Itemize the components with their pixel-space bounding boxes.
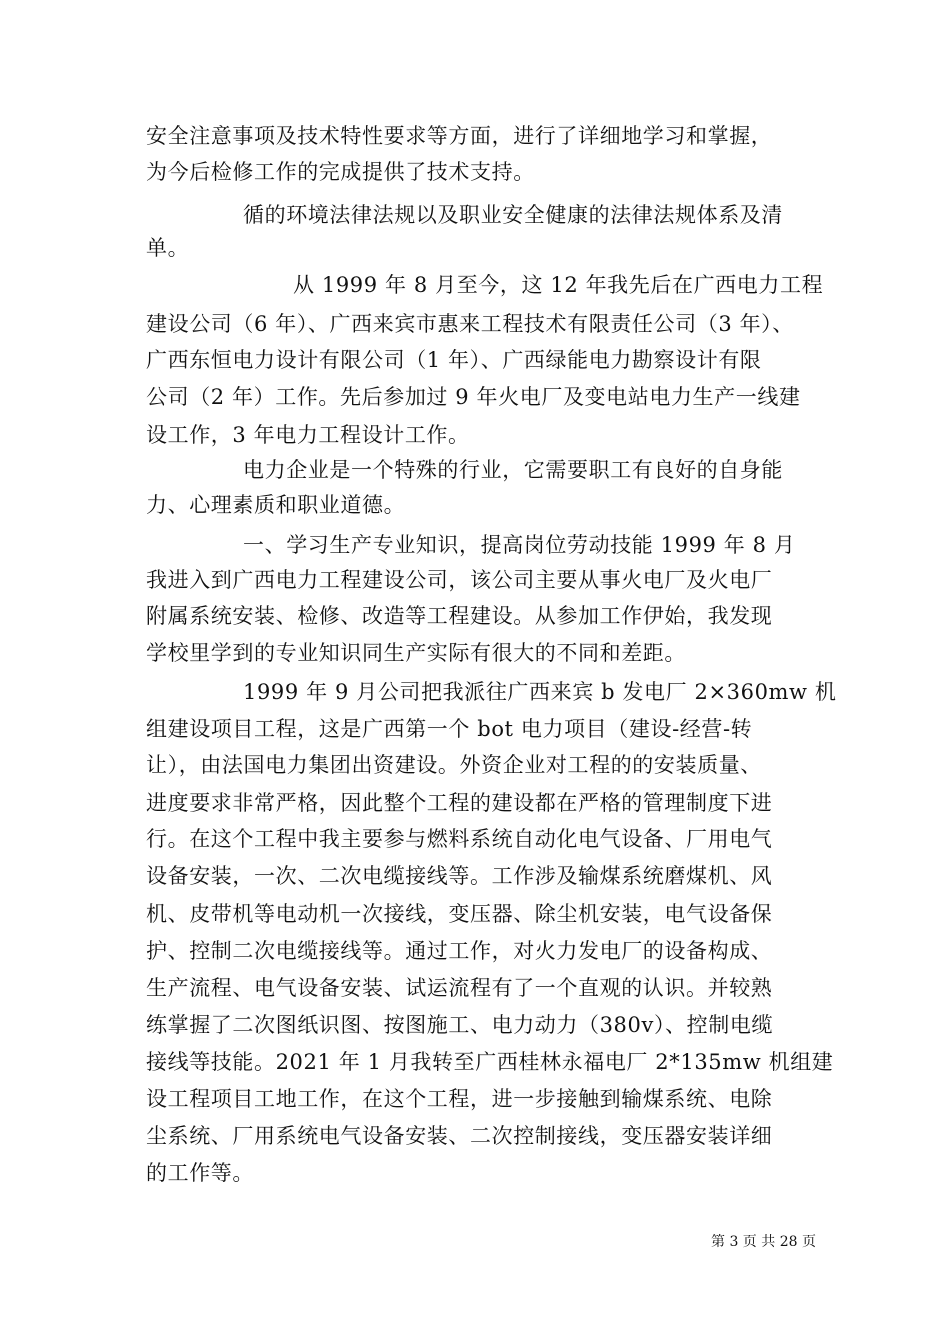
text-line: 设工作，3 年电力工程设计工作。 xyxy=(146,423,470,447)
text-line: 力、心理素质和职业道德。 xyxy=(146,493,406,517)
text-line: 我进入到广西电力工程建设公司，该公司主要从事火电厂及火电厂 xyxy=(146,568,773,592)
text-line: 行。在这个工程中我主要参与燃料系统自动化电气设备、厂用电气 xyxy=(146,827,773,851)
text-line: 的工作等。 xyxy=(146,1161,254,1185)
text-line: 广西东恒电力设计有限公司（1 年）、广西绿能电力勘察设计有限 xyxy=(146,348,762,372)
text-line: 进度要求非常严格，因此整个工程的建设都在严格的管理制度下进 xyxy=(146,791,773,815)
text-line: 建设公司（6 年）、广西来宾市惠来工程技术有限责任公司（3 年）、 xyxy=(146,312,794,336)
text-line: 单。 xyxy=(146,236,190,260)
text-line: 练掌握了二次图纸识图、按图施工、电力动力（380v）、控制电缆 xyxy=(146,1013,774,1037)
text-line: 机、皮带机等电动机一次接线，变压器、除尘机安装，电气设备保 xyxy=(146,902,773,926)
paragraph-start-line: 1999 年 9 月公司把我派往广西来宾 b 发电厂 2×360mw 机 xyxy=(243,680,837,704)
text-line: 附属系统安装、检修、改造等工程建设。从参加工作伊始，我发现 xyxy=(146,604,773,628)
paragraph-start-line: 循的环境法律法规以及职业安全健康的法律法规体系及清 xyxy=(243,203,783,227)
text-line: 接线等技能。2021 年 1 月我转至广西桂林永福电厂 2*135mw 机组建 xyxy=(146,1050,834,1074)
text-line: 设备安装，一次、二次电缆接线等。工作涉及输煤系统磨煤机、风 xyxy=(146,864,773,888)
paragraph-start-line: 电力企业是一个特殊的行业，它需要职工有良好的自身能 xyxy=(243,458,783,482)
text-line: 生产流程、电气设备安装、试运流程有了一个直观的认识。并较熟 xyxy=(146,976,773,1000)
text-line: 组建设项目工程，这是广西第一个 bot 电力项目（建设-经营-转 xyxy=(146,717,753,741)
paragraph-start-line: 从 1999 年 8 月至今，这 12 年我先后在广西电力工程 xyxy=(293,273,824,297)
paragraph-start-line: 一、学习生产专业知识，提高岗位劳动技能 1999 年 8 月 xyxy=(243,533,796,557)
text-line: 公司（2 年）工作。先后参加过 9 年火电厂及变电站电力生产一线建 xyxy=(146,385,801,409)
text-line: 护、控制二次电缆接线等。通过工作，对火力发电厂的设备构成、 xyxy=(146,939,773,963)
text-line: 让），由法国电力集团出资建设。外资企业对工程的的安装质量、 xyxy=(146,753,762,777)
text-line: 安全注意事项及技术特性要求等方面，进行了详细地学习和掌握， xyxy=(146,124,773,148)
text-line: 为今后检修工作的完成提供了技术支持。 xyxy=(146,160,535,184)
text-line: 尘系统、厂用系统电气设备安装、二次控制接线，变压器安装详细 xyxy=(146,1124,773,1148)
text-line: 学校里学到的专业知识同生产实际有很大的不同和差距。 xyxy=(146,641,686,665)
text-line: 设工程项目工地工作，在这个工程，进一步接触到输煤系统、电除 xyxy=(146,1087,773,1111)
page-number-footer: 第 3 页 共 28 页 xyxy=(711,1234,816,1250)
